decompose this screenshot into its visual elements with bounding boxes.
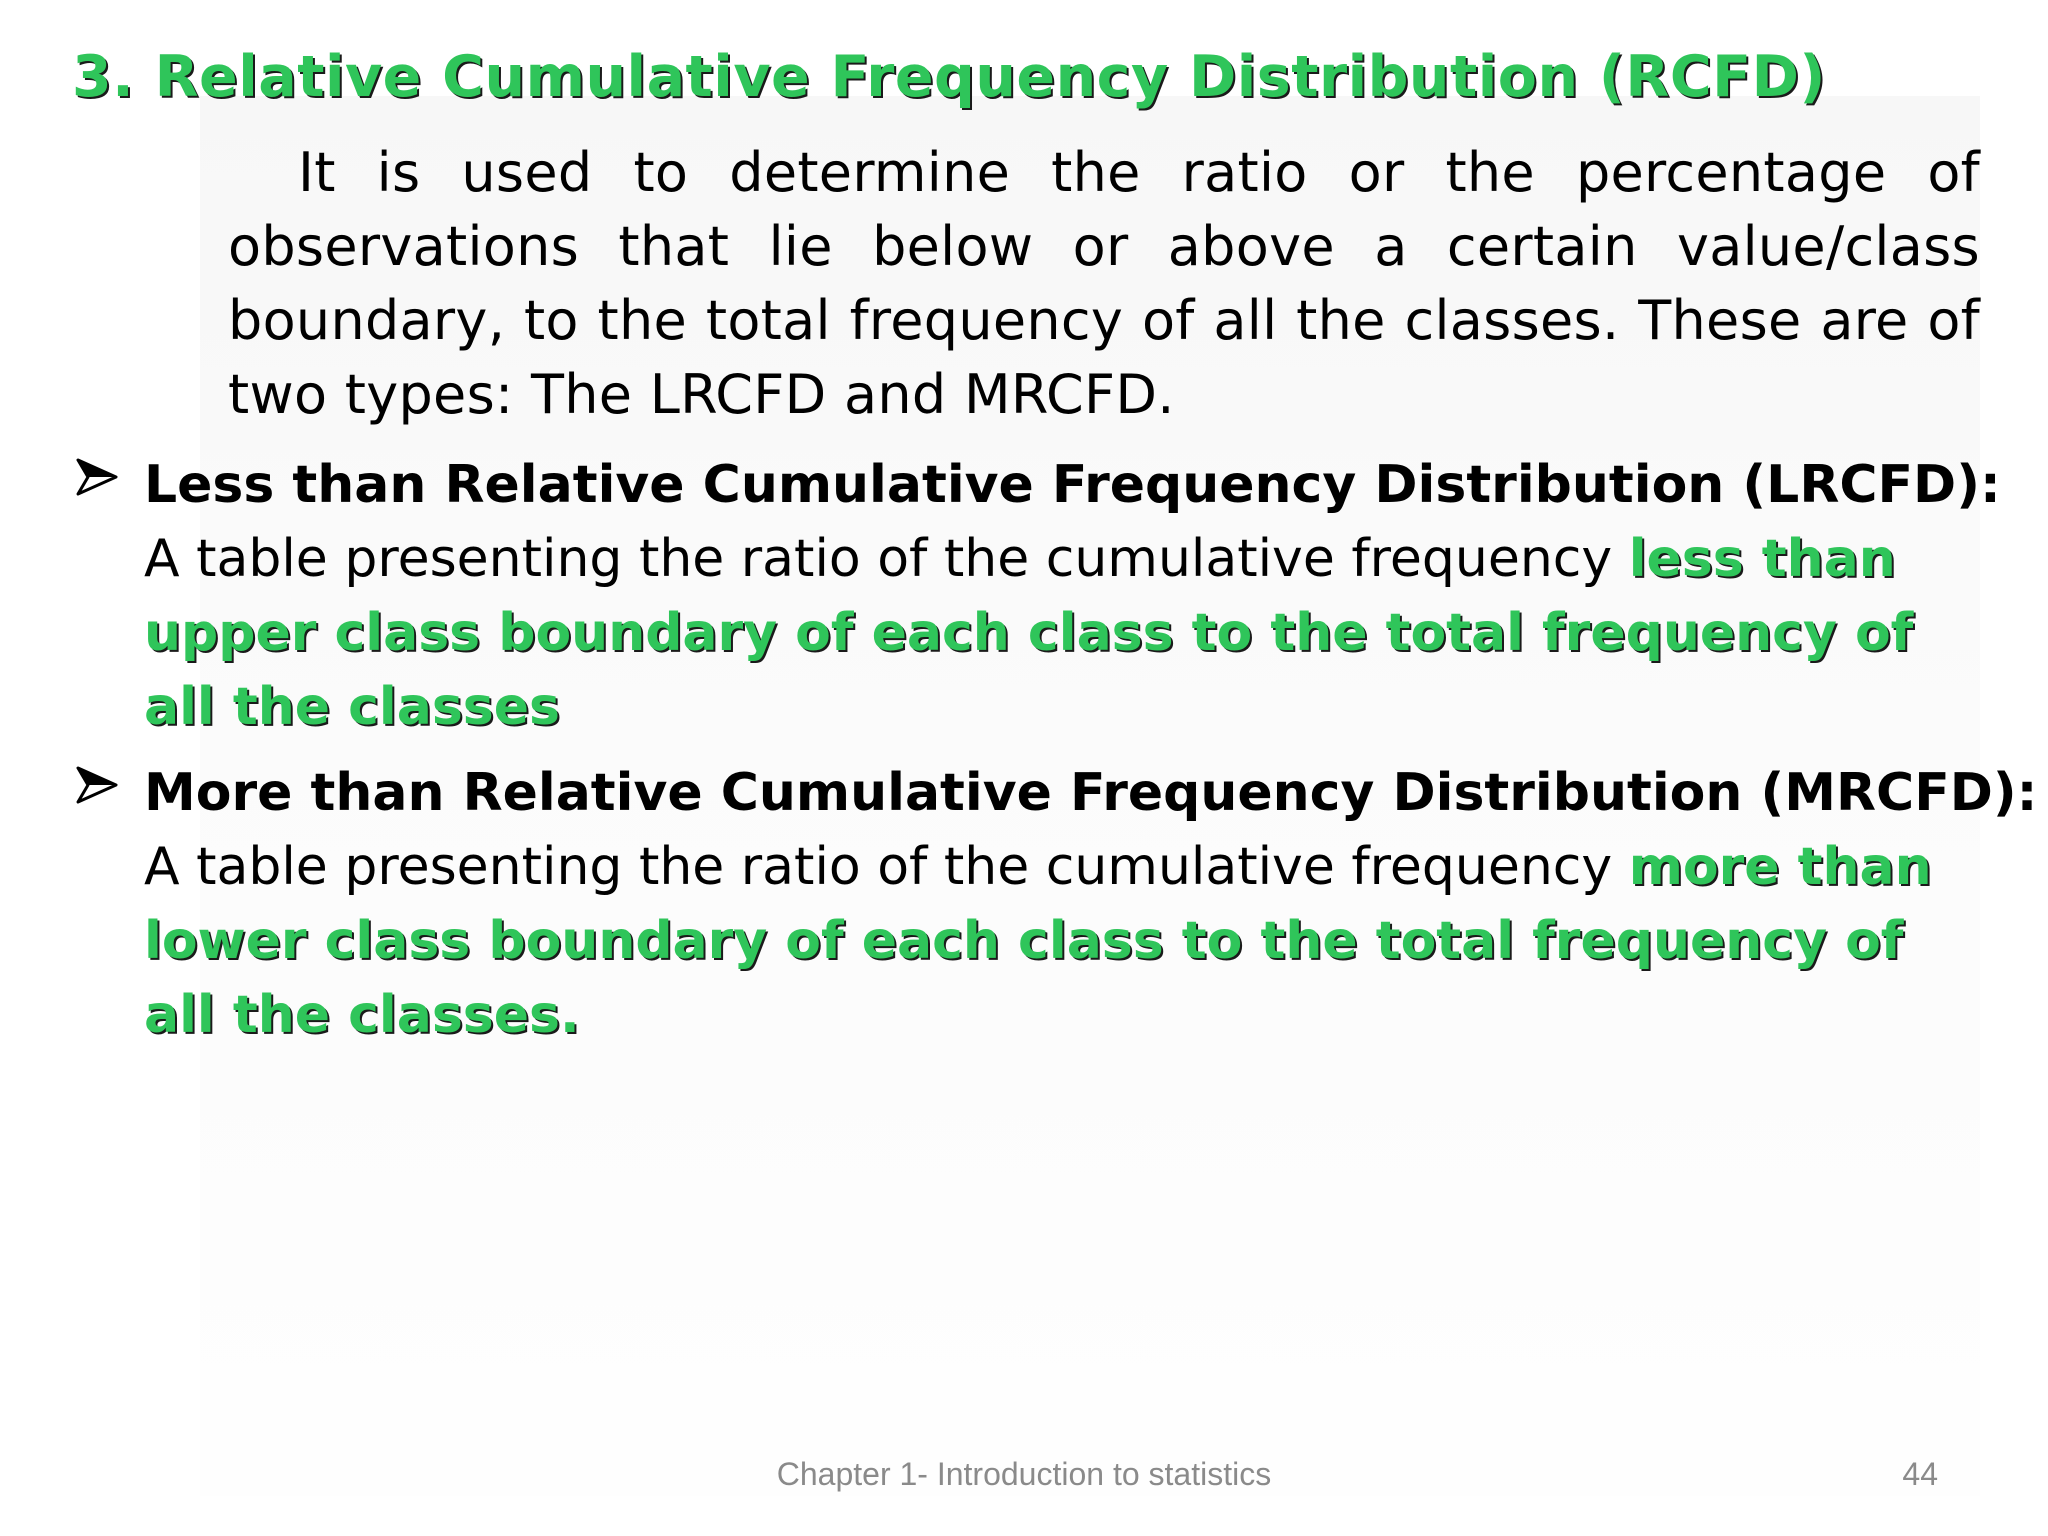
bullet-heading: Less than Relative Cumulative Frequency Distribution (LRCFD): [144,455,2001,515]
footer-chapter: Chapter 1- Introduction to statistics [776,1456,1272,1492]
bullet-body [144,448,2001,744]
page-number: 44 [1902,1456,1938,1492]
bullet-lrcfd [72,448,2001,744]
bullet-text: A table presenting the ratio of the cumulative frequency [144,837,1613,897]
arrowhead-bullet-icon [72,760,122,810]
arrowhead-bullet-icon [72,452,122,502]
intro-paragraph [228,136,1980,432]
bullet-highlight: less than upper class boundary of each class to the total frequency of all the classes [144,529,1914,737]
bullet-mrcfd [72,756,2038,1052]
slide-title: 3. Relative Cumulative Frequency Distribution (RCFD) [72,44,1826,110]
bullet-heading: More than Relative Cumulative Frequency Distribution (MRCFD): [144,763,2038,823]
bullet-body [144,756,2038,1052]
intro-text: It is used to determine the ratio or the percentage of observations that lie below or above a certain value/class boundary, to the total frequency of all the classes. These are of two types: The LRCFD and MRCFD. [228,141,1980,426]
bullet-highlight: more than lower class boundary of each class to the total frequency of all the classes. [144,837,1932,1045]
bullet-text: A table presenting the ratio of the cumulative frequency [144,529,1613,589]
